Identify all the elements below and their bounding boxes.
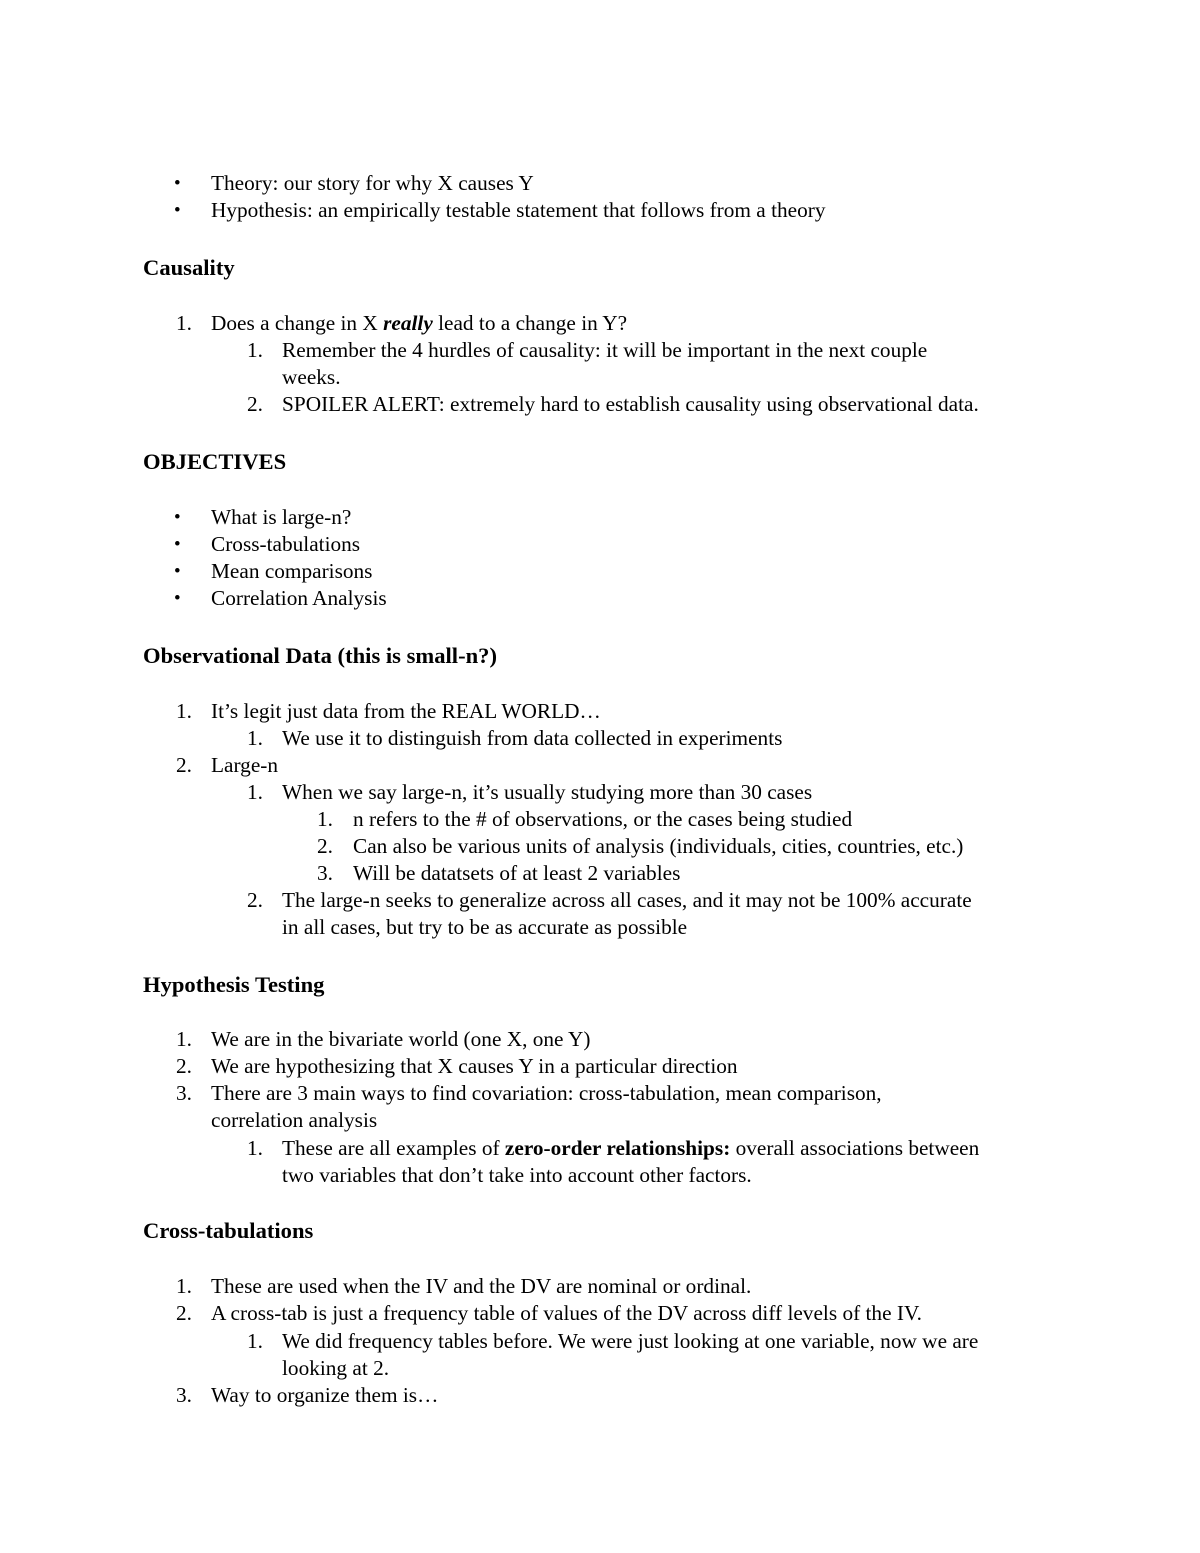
crosstabs-item-1: These are used when the IV and the DV are nominal or ordinal.: [211, 1274, 752, 1298]
causality-heading: Causality: [143, 255, 235, 280]
hypothesis-testing-heading: Hypothesis Testing: [143, 972, 325, 997]
observational-item-2-sub-2: The large-n seeks to generalize across all cases, and it may not be 100% accurate: [282, 888, 972, 912]
list-number: 1.: [247, 1329, 263, 1353]
hypothesis-item-2: We are hypothesizing that X causes Y in a particular direction: [211, 1054, 738, 1078]
objective-item: Cross-tabulations: [211, 532, 361, 556]
list-number: 1.: [247, 1136, 263, 1160]
list-number: 2.: [317, 834, 333, 858]
list-number: 1.: [247, 338, 263, 362]
causality-sub-1: Remember the 4 hurdles of causality: it will be important in the next couple: [282, 338, 928, 362]
observational-item-2: Large-n: [211, 753, 279, 777]
objectives-heading: OBJECTIVES: [143, 449, 287, 474]
list-number: 1.: [247, 780, 263, 804]
observational-detail-3: Will be datatsets of at least 2 variables: [353, 861, 681, 885]
bullet-marker: •: [174, 534, 181, 555]
crosstabs-heading: Cross-tabulations: [143, 1218, 314, 1243]
hypothesis-item-3-cont: correlation analysis: [211, 1108, 378, 1132]
objective-item: What is large-n?: [211, 505, 352, 529]
list-number: 1.: [176, 699, 192, 723]
bullet-marker: •: [174, 173, 181, 194]
list-number: 2.: [247, 392, 263, 416]
bullet-marker: •: [174, 561, 181, 582]
hypothesis-item-3: There are 3 main ways to find covariation: cross-tabulation, mean comparison,: [211, 1081, 882, 1105]
hypothesis-item-3-sub-cont: two variables that don’t take into account other factors.: [282, 1163, 752, 1187]
crosstabs-item-3: Way to organize them is…: [211, 1383, 439, 1407]
observational-item-1-sub: We use it to distinguish from data collected in experiments: [282, 726, 783, 750]
causality-sub-2: SPOILER ALERT: extremely hard to establish causality using observational data.: [282, 392, 979, 416]
observational-item-2-sub-1: When we say large-n, it’s usually studying more than 30 cases: [282, 780, 813, 804]
bullet-marker: •: [174, 200, 181, 221]
observational-item-1: It’s legit just data from the REAL WORLD…: [211, 699, 601, 723]
hypothesis-item-1: We are in the bivariate world (one X, one Y): [211, 1027, 591, 1051]
list-number: 1.: [176, 1274, 192, 1298]
list-number: 2.: [176, 1054, 192, 1078]
list-number: 3.: [317, 861, 333, 885]
list-number: 1.: [317, 807, 333, 831]
list-number: 2.: [247, 888, 263, 912]
list-number: 2.: [176, 753, 192, 777]
causality-sub-1-cont: weeks.: [282, 365, 341, 389]
observational-heading: Observational Data (this is small-n?): [143, 643, 497, 668]
causality-item-1: Does a change in X really lead to a change in Y?: [211, 311, 628, 335]
objective-item: Correlation Analysis: [211, 586, 387, 610]
observational-detail-2: Can also be various units of analysis (individuals, cities, countries, etc.): [353, 834, 964, 858]
objective-item: Mean comparisons: [211, 559, 373, 583]
crosstabs-item-2-sub-cont: looking at 2.: [282, 1356, 390, 1380]
crosstabs-item-2-sub: We did frequency tables before. We were just looking at one variable, now we are: [282, 1329, 979, 1353]
list-number: 1.: [176, 311, 192, 335]
observational-item-2-sub-2-cont: in all cases, but try to be as accurate as possible: [282, 915, 688, 939]
observational-detail-1: n refers to the # of observations, or the cases being studied: [353, 807, 853, 831]
list-number: 3.: [176, 1081, 192, 1105]
list-number: 2.: [176, 1301, 192, 1325]
hypothesis-bullet: Hypothesis: an empirically testable statement that follows from a theory: [211, 198, 826, 222]
list-number: 1.: [176, 1027, 192, 1051]
list-number: 3.: [176, 1383, 192, 1407]
bullet-marker: •: [174, 507, 181, 528]
theory-bullet: Theory: our story for why X causes Y: [211, 171, 534, 195]
crosstabs-item-2: A cross-tab is just a frequency table of values of the DV across diff levels of the IV.: [211, 1301, 922, 1325]
bullet-marker: •: [174, 588, 181, 609]
zero-order-term: zero-order relationships:: [504, 1136, 731, 1160]
emphasis-really: really: [383, 311, 433, 335]
list-number: 1.: [247, 726, 263, 750]
hypothesis-item-3-sub: These are all examples of zero-order relationships: overall associations between: [282, 1136, 980, 1160]
